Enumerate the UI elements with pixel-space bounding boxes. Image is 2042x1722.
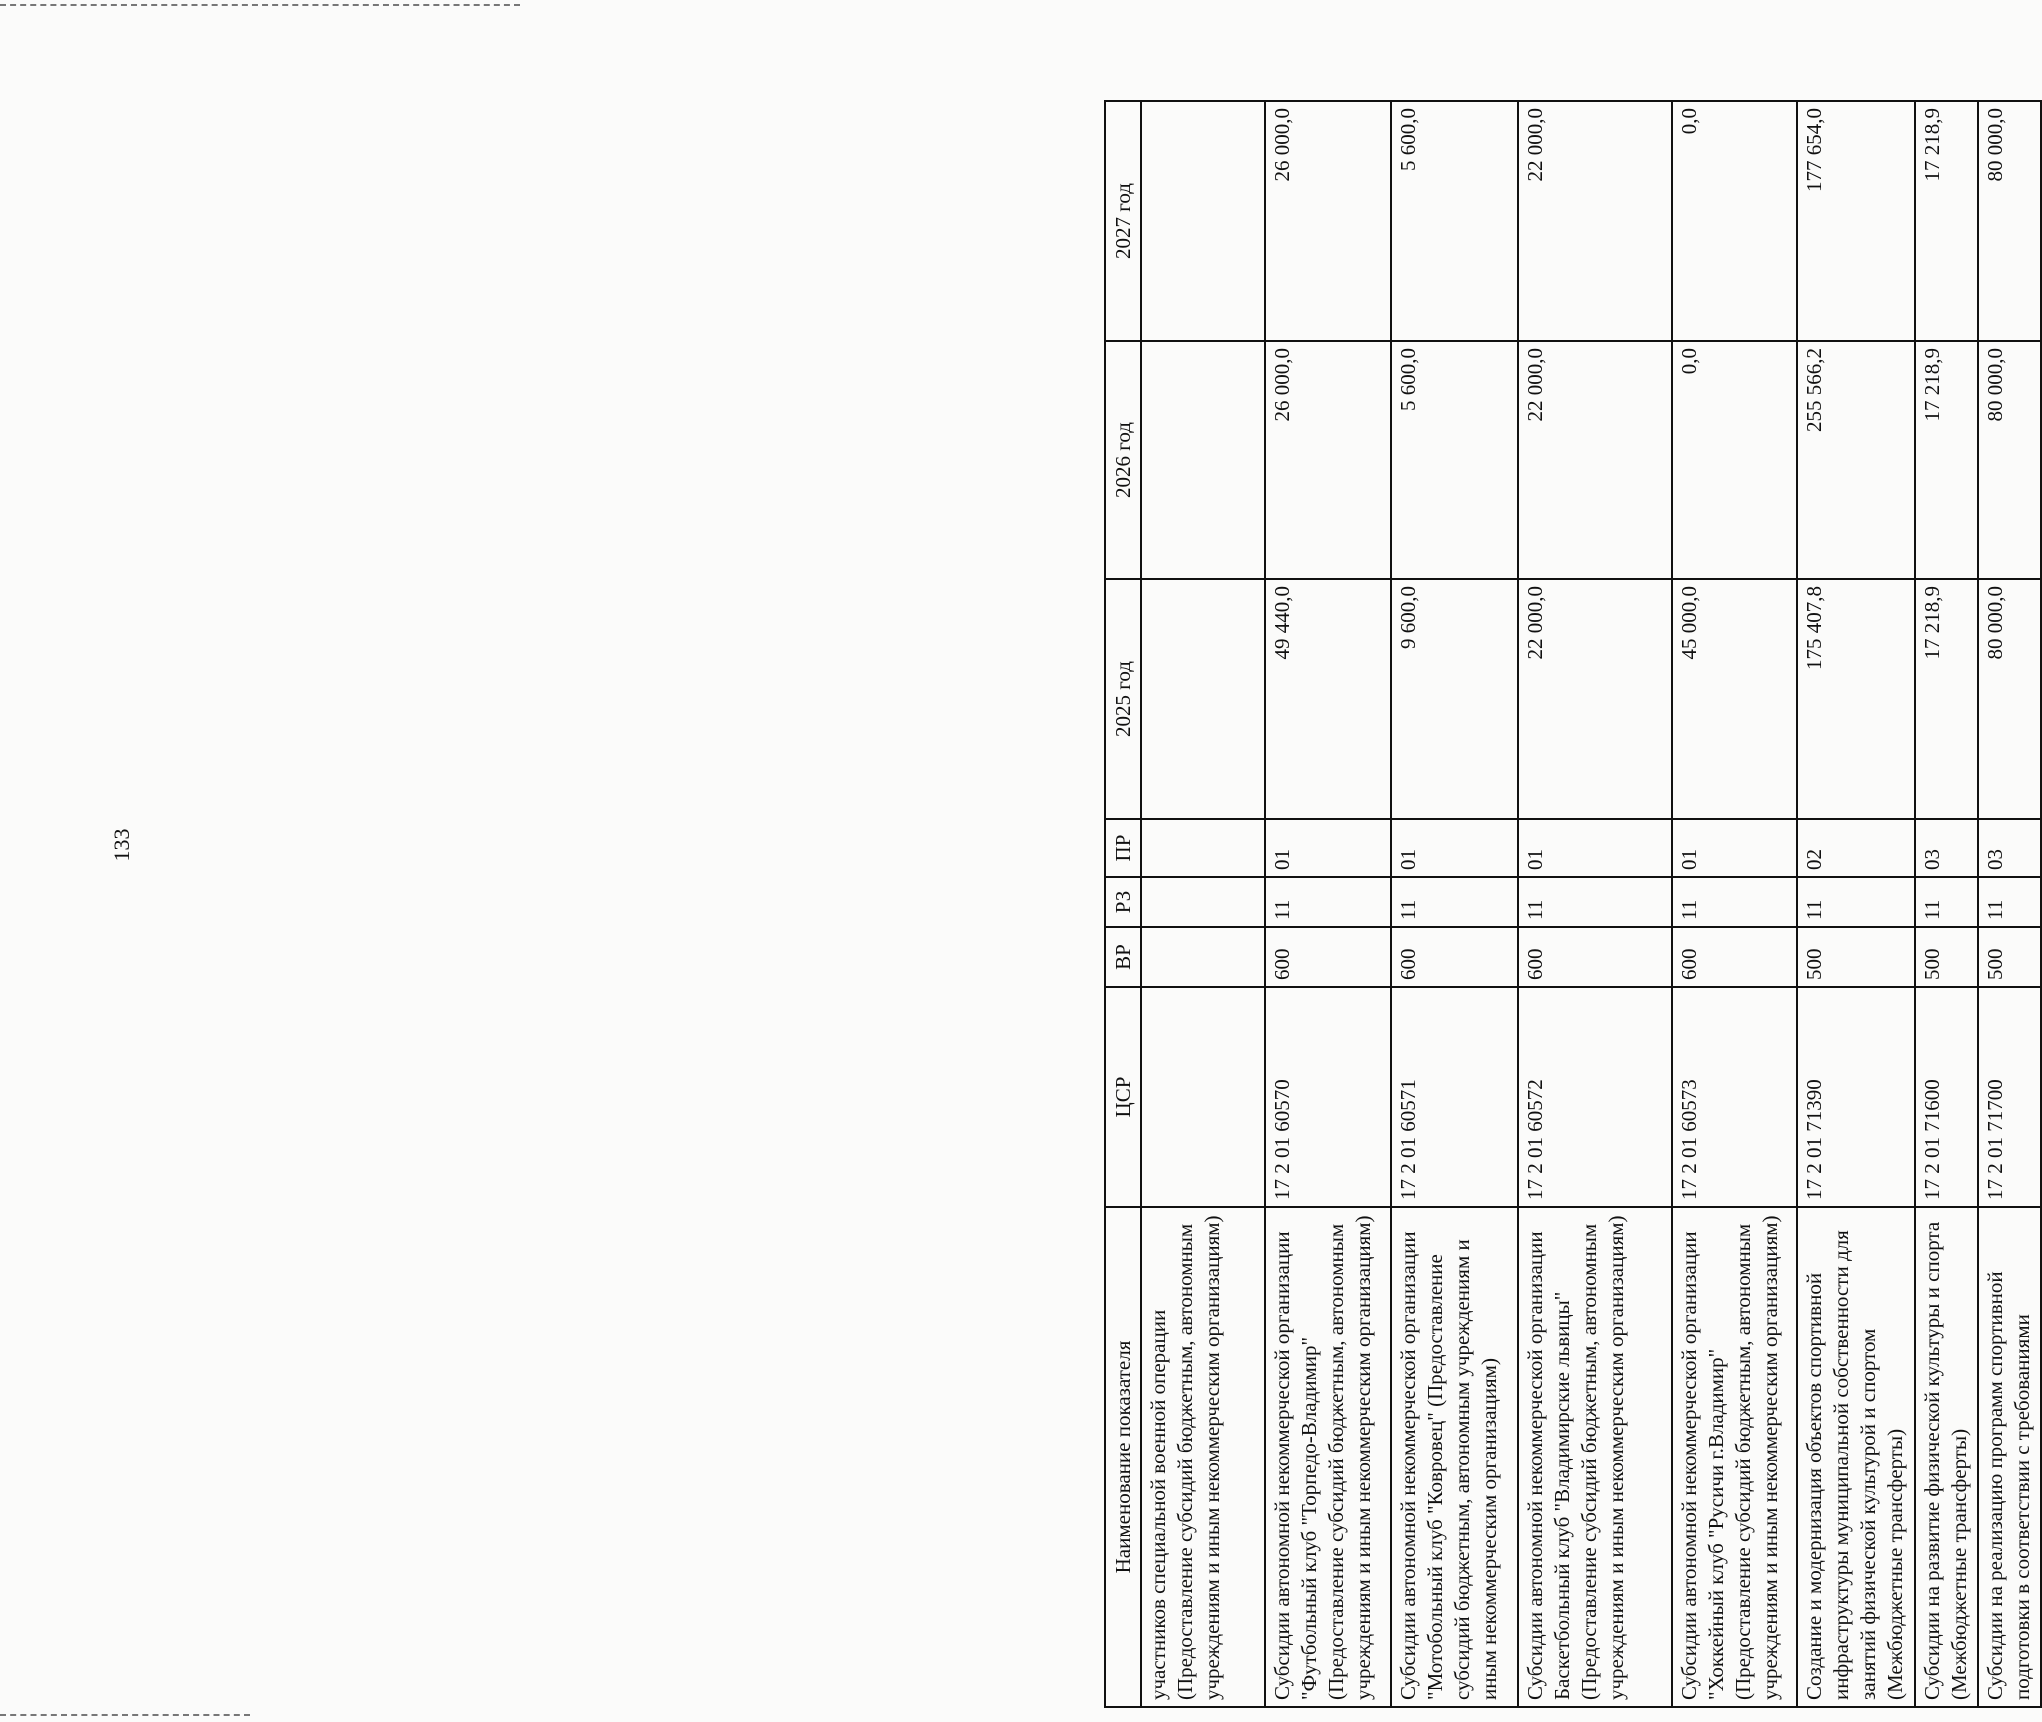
row-rz: 11 xyxy=(1978,877,2041,927)
row-pr: 03 xyxy=(1978,819,2041,877)
row-pr: 01 xyxy=(1518,819,1673,877)
row-name: Субсидии автономной некоммерческой организации "Мотобольный клуб "Ковровец" (Предоставление субсидий бюджетным, автономным учреждениям и иным некоммерческим организациям) xyxy=(1391,1207,1517,1707)
row-2027: 80 000,0 xyxy=(1978,101,2041,341)
row-2025 xyxy=(1141,579,1265,819)
row-name: Субсидии на реализацию программ спортивной подготовки в соответствии с требованиями xyxy=(1978,1207,2041,1707)
row-name: участников специальной военной операции (Предоставление субсидий бюджетным, автономным учреждениям и иным некоммерческим организациям) xyxy=(1141,1207,1265,1707)
table-row xyxy=(1265,101,1391,1707)
row-2025: 175 407,8 xyxy=(1797,579,1915,819)
row-pr: 02 xyxy=(1797,819,1915,877)
row-vr: 500 xyxy=(1915,927,1978,987)
row-vr: 600 xyxy=(1391,927,1517,987)
row-vr: 500 xyxy=(1978,927,2041,987)
row-csr: 17 2 01 60570 xyxy=(1265,987,1391,1207)
row-2026: 5 600,0 xyxy=(1391,341,1517,579)
row-csr: 17 2 01 71700 xyxy=(1978,987,2041,1207)
row-name: Субсидии автономной некоммерческой организации "Хоккейный клуб "Русичи г.Владимир" (Предоставление субсидий бюджетным, автономным учреждениям и иным некоммерческим организациям) xyxy=(1672,1207,1796,1707)
table-row xyxy=(1797,101,1915,1707)
header-2027: 2027 год xyxy=(1105,101,1141,341)
row-name: Субсидии на развитие физической культуры и спорта (Межбюджетные трансферты) xyxy=(1915,1207,1978,1707)
row-vr: 500 xyxy=(1797,927,1915,987)
row-rz: 11 xyxy=(1518,877,1673,927)
row-rz xyxy=(1141,877,1265,927)
row-2027: 177 654,0 xyxy=(1797,101,1915,341)
header-name: Наименование показателя xyxy=(1105,1207,1141,1707)
row-vr: 600 xyxy=(1518,927,1673,987)
scan-artifact-top xyxy=(0,4,520,6)
row-pr: 01 xyxy=(1265,819,1391,877)
row-rz: 11 xyxy=(1672,877,1796,927)
row-vr: 600 xyxy=(1265,927,1391,987)
header-vr: ВР xyxy=(1105,927,1141,987)
row-2027 xyxy=(1141,101,1265,341)
row-2027: 22 000,0 xyxy=(1518,101,1673,341)
row-2027: 17 218,9 xyxy=(1915,101,1978,341)
row-vr xyxy=(1141,927,1265,987)
row-csr xyxy=(1141,987,1265,1207)
row-pr: 01 xyxy=(1391,819,1517,877)
row-2026: 80 000,0 xyxy=(1978,341,2041,579)
row-2025: 9 600,0 xyxy=(1391,579,1517,819)
table-row xyxy=(1672,101,1796,1707)
table-row xyxy=(1391,101,1517,1707)
page-number: 133 xyxy=(109,828,134,862)
scan-artifact-bottom xyxy=(0,1714,250,1716)
table-container xyxy=(1104,102,2042,1708)
header-csr: ЦСР xyxy=(1105,987,1141,1207)
header-2026: 2026 год xyxy=(1105,341,1141,579)
row-2027: 0,0 xyxy=(1672,101,1796,341)
row-name: Создание и модернизация объектов спортивной инфраструктуры муниципальной собственности для занятий физической культурой и спортом (Межбюджетные трансферты) xyxy=(1797,1207,1915,1707)
row-2025: 45 000,0 xyxy=(1672,579,1796,819)
row-rz: 11 xyxy=(1391,877,1517,927)
row-2025: 80 000,0 xyxy=(1978,579,2041,819)
row-csr: 17 2 01 71390 xyxy=(1797,987,1915,1207)
row-2026: 17 218,9 xyxy=(1915,341,1978,579)
row-2025: 22 000,0 xyxy=(1518,579,1673,819)
row-2026: 26 000,0 xyxy=(1265,341,1391,579)
table-row xyxy=(1978,101,2041,1707)
table-row xyxy=(1141,101,1265,1707)
header-2025: 2025 год xyxy=(1105,579,1141,819)
row-vr: 600 xyxy=(1672,927,1796,987)
table-row xyxy=(1915,101,1978,1707)
row-2025: 49 440,0 xyxy=(1265,579,1391,819)
row-rz: 11 xyxy=(1915,877,1978,927)
row-pr: 03 xyxy=(1915,819,1978,877)
row-name: Субсидии автономной некоммерческой организации Баскетбольный клуб "Владимирские львицы" (Предоставление субсидий бюджетным, автономным учреждениям и иным некоммерческим организациям) xyxy=(1518,1207,1673,1707)
row-2026: 22 000,0 xyxy=(1518,341,1673,579)
row-2026: 255 566,2 xyxy=(1797,341,1915,579)
row-pr xyxy=(1141,819,1265,877)
row-rz: 11 xyxy=(1797,877,1915,927)
header-pr: ПР xyxy=(1105,819,1141,877)
row-name: Субсидии автономной некоммерческой организации "Футбольный клуб "Торпедо-Владимир" (Предоставление субсидий бюджетным, автономным учреждениям и иным некоммерческим организациям) xyxy=(1265,1207,1391,1707)
row-2026 xyxy=(1141,341,1265,579)
row-csr: 17 2 01 71600 xyxy=(1915,987,1978,1207)
row-2027: 26 000,0 xyxy=(1265,101,1391,341)
row-2027: 5 600,0 xyxy=(1391,101,1517,341)
table-row xyxy=(1518,101,1673,1707)
row-csr: 17 2 01 60573 xyxy=(1672,987,1796,1207)
row-2025: 17 218,9 xyxy=(1915,579,1978,819)
budget-table xyxy=(1104,100,2042,1708)
row-csr: 17 2 01 60572 xyxy=(1518,987,1673,1207)
table-header-row xyxy=(1105,101,1141,1707)
row-pr: 01 xyxy=(1672,819,1796,877)
header-rz: РЗ xyxy=(1105,877,1141,927)
row-2026: 0,0 xyxy=(1672,341,1796,579)
row-rz: 11 xyxy=(1265,877,1391,927)
row-csr: 17 2 01 60571 xyxy=(1391,987,1517,1207)
